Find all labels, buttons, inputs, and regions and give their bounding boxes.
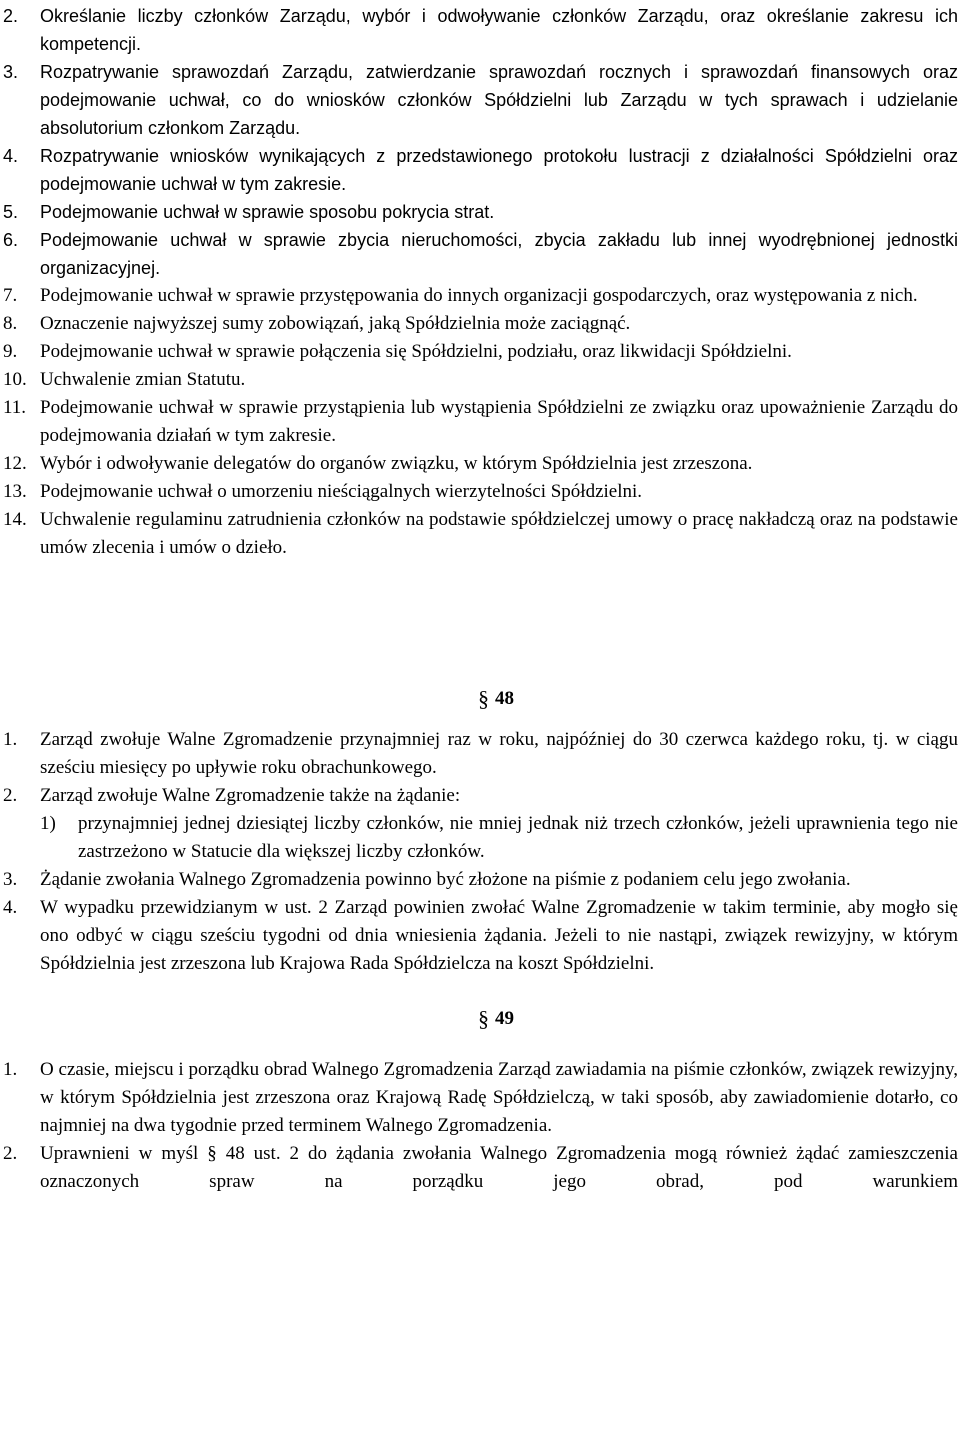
sub-item-number: 1)	[40, 813, 56, 834]
list-item-number: 1.	[3, 1059, 18, 1080]
list-item-text: Zarząd zwołuje Walne Zgromadzenie przynajmniej raz w roku, najpóźniej do 30 czerwca każdego roku, tj. w ciągu sześciu miesięcy po upływie roku obrachunkowego.	[40, 729, 958, 778]
list-item	[0, 198, 960, 226]
list-item-text: Podejmowanie uchwał o umorzeniu nieściągalnych wierzytelności Spółdzielni.	[40, 481, 643, 502]
list-item-number: 5.	[3, 202, 19, 222]
sub-list-item	[0, 810, 960, 866]
list-item-text: W wypadku przewidzianym w ust. 2 Zarząd powinien zwołać Walne Zgromadzenie w takim terminie, aby mogło się ono odbyć w ciągu sześciu tygodni od dnia wniesienia żądania. Jeżeli to nie nastąpi, związek rewizyjny, w którym Spółdzielnia jest zrzeszona lub Krajowa Rada Spółdzielcza na koszt Spółdzielni.	[40, 897, 958, 974]
list-item-number: 3.	[3, 62, 19, 82]
list-item-number: 7.	[3, 285, 18, 306]
list-item-text: Rozpatrywanie wniosków wynikających z przedstawionego protokołu lustracji z działalności Spółdzielni oraz podejmowanie uchwał w tym zakresie.	[40, 146, 958, 194]
list-item	[0, 1056, 960, 1140]
list-item-number: 11.	[3, 397, 27, 418]
list-item-text: Uchwalenie regulaminu zatrudnienia członków na podstawie spółdzielczej umowy o pracę nakładczą oraz na podstawie umów zlecenia i umów o dzieło.	[40, 509, 958, 558]
list-item-number: 14.	[3, 509, 27, 530]
list-item-text: Uprawnieni w myśl § 48 ust. 2 do żądania zwołania Walnego Zgromadzenia mogą również żądać zamieszczenia oznaczonych spraw na porządku jego obrad, pod warunkiem	[40, 1143, 958, 1192]
blank-space	[0, 1034, 960, 1056]
section-heading-48	[0, 684, 960, 714]
list-item-number: 2.	[3, 785, 18, 806]
list-item-text: Podejmowanie uchwał w sprawie sposobu pokrycia strat.	[40, 202, 495, 222]
list-item-text: O czasie, miejscu i porządku obrad Walnego Zgromadzenia Zarząd zawiadamia na piśmie członków, związek rewizyjny, w którym Spółdzielnia jest zrzeszona oraz Krajową Radę Spółdzielczą, w taki sposób, aby zawiadomienie dotarło, co najmniej na dwa tygodnie przed terminem Walnego Zgromadzenia.	[40, 1059, 958, 1136]
list-item	[0, 478, 960, 506]
list-item-number: 13.	[3, 481, 27, 502]
list-item-text: Podejmowanie uchwał w sprawie zbycia nieruchomości, zbycia zakładu lub innej wyodrębnionej jednostki organizacyjnej.	[40, 230, 958, 278]
list-item	[0, 782, 960, 810]
section-49-list	[0, 1056, 960, 1196]
list-item-number: 6.	[3, 230, 19, 250]
list-item	[0, 394, 960, 450]
competence-list	[0, 2, 960, 562]
list-item-text: Wybór i odwoływanie delegatów do organów związku, w którym Spółdzielnia jest zrzeszona.	[40, 453, 753, 474]
blank-space	[0, 978, 960, 1004]
list-item-text: Podejmowanie uchwał w sprawie przystąpienia lub wystąpienia Spółdzielni ze związku oraz upoważnienie Zarządu do podejmowania działań w tym zakresie.	[40, 397, 958, 446]
paragraph-sign: §	[478, 686, 489, 711]
list-item-number: 10.	[3, 369, 27, 390]
list-item	[0, 866, 960, 894]
section-number: 49	[495, 1008, 514, 1029]
section-number: 48	[495, 688, 514, 709]
list-item-text: Określanie liczby członków Zarządu, wybór i odwoływanie członków Zarządu, oraz określanie zakresu ich kompetencji.	[40, 6, 958, 54]
list-item	[0, 1140, 960, 1196]
list-item-number: 2.	[3, 1143, 18, 1164]
list-item-number: 8.	[3, 313, 18, 334]
list-item-text: Rozpatrywanie sprawozdań Zarządu, zatwierdzanie sprawozdań rocznych i sprawozdań finansowych oraz podejmowanie uchwał, co do wniosków członków Spółdzielni lub Zarządu w tych sprawach i udzielanie absolutorium członkom Zarządu.	[40, 62, 958, 138]
list-item	[0, 2, 960, 58]
blank-space	[0, 562, 960, 684]
list-item	[0, 450, 960, 478]
list-item-text: Podejmowanie uchwał w sprawie połączenia się Spółdzielni, podziału, oraz likwidacji Spółdzielni.	[40, 341, 792, 362]
list-item-number: 12.	[3, 453, 27, 474]
list-item	[0, 58, 960, 142]
list-item-text: Żądanie zwołania Walnego Zgromadzenia powinno być złożone na piśmie z podaniem celu jego zwołania.	[40, 869, 851, 890]
list-item	[0, 338, 960, 366]
list-item-number: 3.	[3, 869, 18, 890]
section-heading-49	[0, 1004, 960, 1034]
list-item	[0, 142, 960, 198]
section-48-list	[0, 726, 960, 978]
sub-item-text: przynajmniej jednej dziesiątej liczby członków, nie mniej jednak niż trzech członków, jeżeli uprawnienia tego nie zastrzeżono w Statucie dla większej liczby członków.	[78, 813, 958, 862]
list-item	[0, 226, 960, 282]
list-item-text: Uchwalenie zmian Statutu.	[40, 369, 246, 390]
list-item-text: Podejmowanie uchwał w sprawie przystępowania do innych organizacji gospodarczych, oraz występowania z nich.	[40, 285, 918, 306]
list-item	[0, 310, 960, 338]
list-item	[0, 506, 960, 562]
list-item-text: Zarząd zwołuje Walne Zgromadzenie także na żądanie:	[40, 785, 461, 806]
list-item-number: 4.	[3, 897, 18, 918]
list-item-number: 2.	[3, 6, 19, 26]
blank-space	[0, 714, 960, 726]
list-item	[0, 726, 960, 782]
list-item-number: 9.	[3, 341, 18, 362]
list-item-text: Oznaczenie najwyższej sumy zobowiązań, jaką Spółdzielnia może zaciągnąć.	[40, 313, 631, 334]
list-item	[0, 894, 960, 978]
list-item-number: 1.	[3, 729, 18, 750]
list-item	[0, 282, 960, 310]
list-item-number: 4.	[3, 146, 19, 166]
list-item	[0, 366, 960, 394]
paragraph-sign: §	[478, 1006, 489, 1031]
